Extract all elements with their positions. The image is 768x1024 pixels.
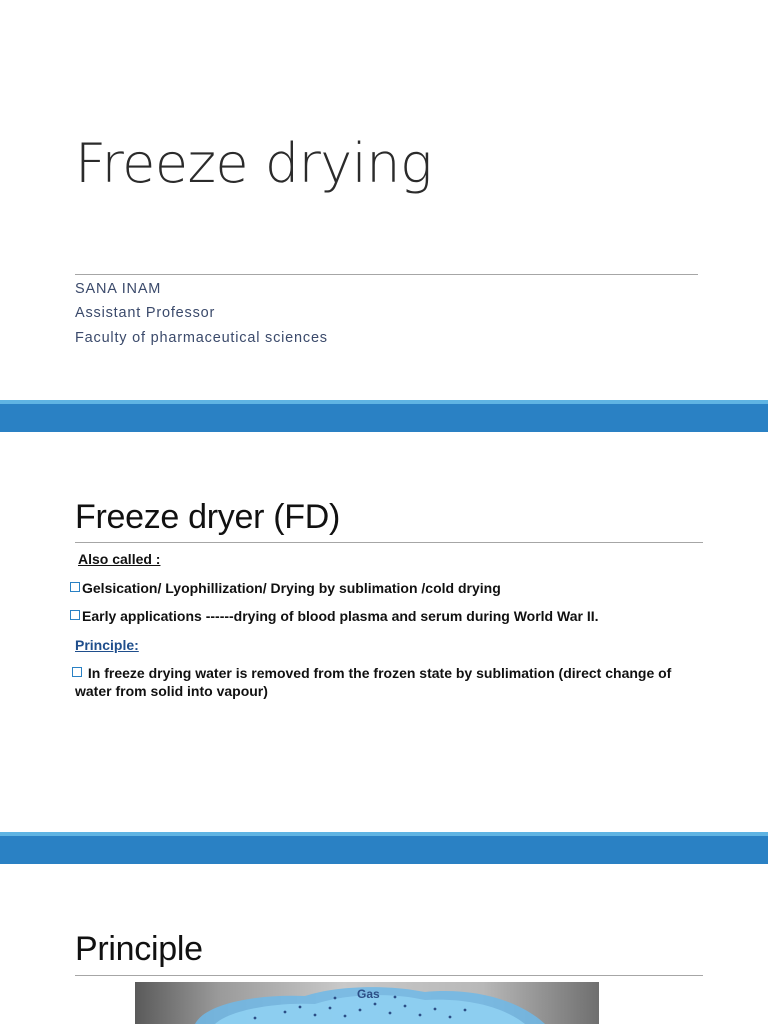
title-slide (0, 0, 768, 400)
slide-heading: Freeze dryer (FD) (75, 498, 341, 536)
bullet-item (70, 608, 598, 624)
slide-title: Freeze drying (75, 132, 432, 195)
also-called-label: Also called : (78, 551, 161, 567)
gas-label: Gas (357, 987, 380, 1001)
slide-separator (0, 404, 768, 432)
principle-text (72, 665, 671, 681)
principle-text-line1: In freeze drying water is removed from the frozen state by sublimation (direct change of (84, 665, 672, 681)
bullet-text: Early applications ------drying of blood plasma and serum during World War II. (82, 608, 599, 624)
slide-heading: Principle (75, 930, 203, 968)
slide-separator (0, 836, 768, 864)
square-bullet-icon (70, 582, 80, 592)
heading-divider (75, 975, 703, 976)
sublimation-diagram-image (135, 982, 599, 1024)
title-divider (75, 274, 698, 275)
bullet-item (70, 580, 501, 596)
heading-divider (75, 542, 703, 543)
bullet-text: Gelsication/ Lyophillization/ Drying by sublimation /cold drying (82, 580, 501, 596)
principle-text-line2: water from solid into vapour) (75, 683, 268, 699)
square-bullet-icon (72, 667, 82, 677)
author-faculty: Faculty of pharmaceutical sciences (75, 330, 328, 346)
principle-label: Principle: (75, 637, 139, 653)
author-name: SANA INAM (75, 281, 162, 297)
square-bullet-icon (70, 610, 80, 620)
author-role: Assistant Professor (75, 305, 216, 321)
